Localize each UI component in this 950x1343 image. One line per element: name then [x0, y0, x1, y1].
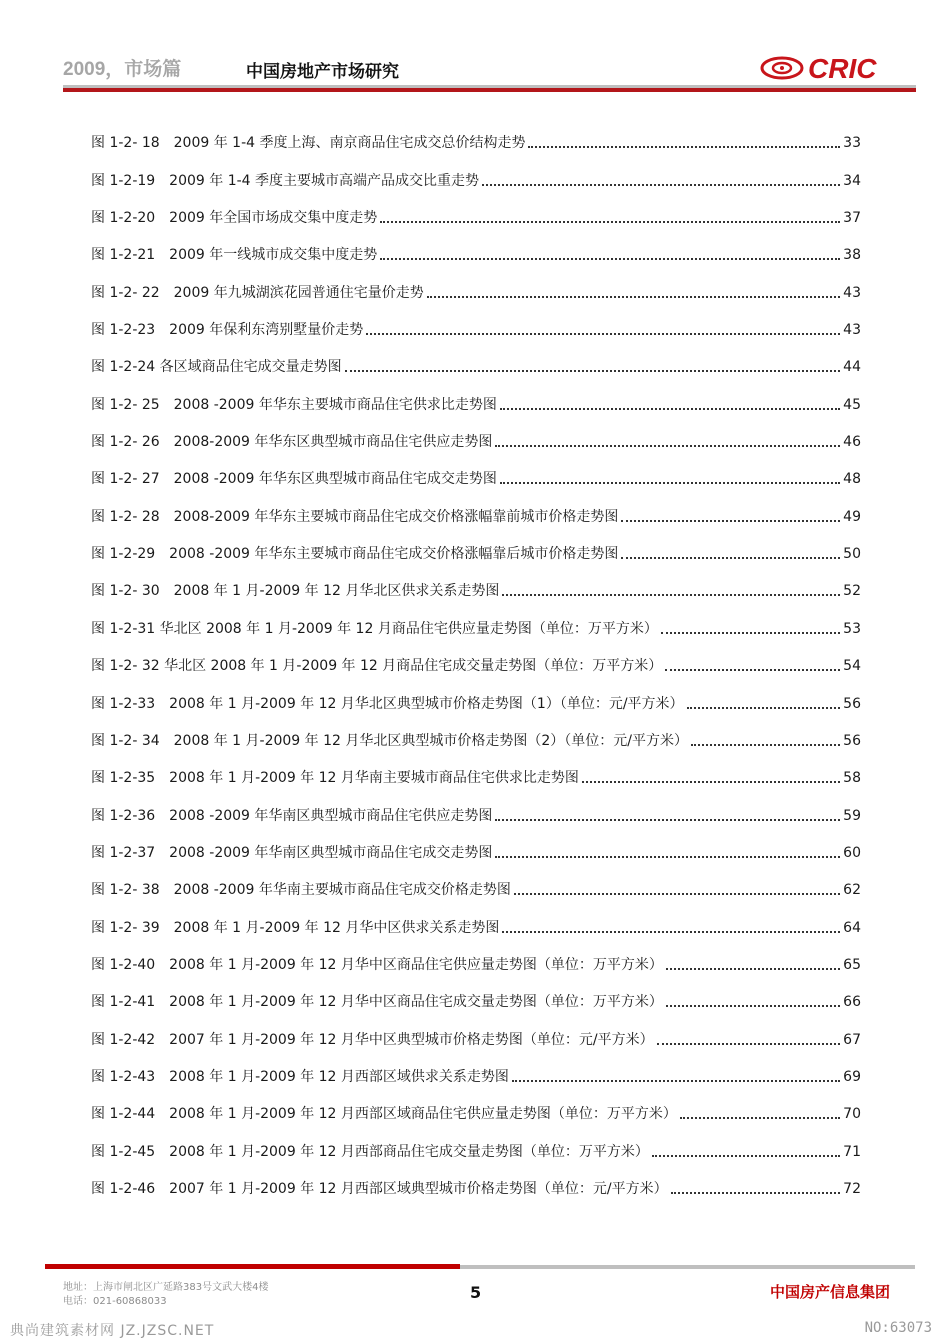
page-header — [0, 0, 950, 100]
toc-entry[interactable] — [91, 563, 861, 600]
toc-entry-page: 59 — [843, 807, 861, 824]
toc-entry[interactable] — [91, 862, 861, 899]
toc-entry-page: 62 — [843, 882, 861, 899]
toc-entry-label: 图 1-2-20 2009 年全国市场成交集中度走势 — [91, 210, 378, 227]
report-title: 中国房地产市场研究 — [246, 62, 399, 82]
toc-entry-page: 60 — [843, 844, 861, 861]
toc-entry-label: 图 1-2-19 2009 年 1-4 季度主要城市高端产品成交比重走势 — [91, 172, 480, 189]
toc-entry-page: 43 — [843, 322, 861, 339]
toc-entry-label: 图 1-2-41 2008 年 1 月-2009 年 12 月华中区商品住宅成交量走势图（单位：万平方米） — [91, 994, 663, 1011]
toc-leader-dots — [366, 333, 840, 335]
toc-entry[interactable] — [91, 600, 861, 637]
toc-leader-dots — [680, 1117, 840, 1119]
toc-entry[interactable] — [91, 787, 861, 824]
toc-entry-label: 图 1-2- 25 2008 -2009 年华东主要城市商品住宅供求比走势图 — [91, 396, 497, 413]
toc-entry-label: 图 1-2-24 各区域商品住宅成交量走势图 — [91, 359, 342, 376]
footer-contact — [63, 1281, 268, 1309]
toc-leader-dots — [482, 184, 840, 186]
toc-entry-page: 56 — [843, 732, 861, 749]
toc-entry-label: 图 1-2-37 2008 -2009 年华南区典型城市商品住宅成交走势图 — [91, 844, 493, 861]
toc-entry[interactable] — [91, 675, 861, 712]
toc-leader-dots — [666, 968, 840, 970]
toc-leader-dots — [621, 520, 840, 522]
logo-text: CRIC — [808, 53, 877, 84]
toc-entry[interactable] — [91, 488, 861, 525]
toc-entry-label: 图 1-2-43 2008 年 1 月-2009 年 12 月西部区域供求关系走势图 — [91, 1068, 509, 1085]
toc-entry[interactable] — [91, 974, 861, 1011]
toc-leader-dots — [502, 931, 840, 933]
toc-entry[interactable] — [91, 1011, 861, 1048]
toc-entry-label: 图 1-2-31 华北区 2008 年 1 月-2009 年 12 月商品住宅供应量走势图（单位：万平方米） — [91, 620, 658, 637]
toc-entry-page: 66 — [843, 994, 861, 1011]
toc-entry-page: 65 — [843, 956, 861, 973]
toc-leader-dots — [427, 296, 840, 298]
toc-leader-dots — [512, 1080, 840, 1082]
toc-entry[interactable] — [91, 376, 861, 413]
footer-rule-red — [45, 1264, 460, 1269]
toc-leader-dots — [652, 1155, 840, 1157]
toc-entry-label: 图 1-2-42 2007 年 1 月-2009 年 12 月华中区典型城市价格走势图（单位：元/平方米） — [91, 1031, 654, 1048]
toc-entry-label: 图 1-2-23 2009 年保利东湾别墅量价走势 — [91, 322, 364, 339]
toc-entry[interactable] — [91, 1123, 861, 1160]
toc-entry-label: 图 1-2- 39 2008 年 1 月-2009 年 12 月华中区供求关系走势图 — [91, 919, 500, 936]
toc-entry-page: 49 — [843, 508, 861, 525]
toc-entry-page: 54 — [843, 658, 861, 675]
toc-entry-label: 图 1-2- 34 2008 年 1 月-2009 年 12 月华北区典型城市价格走势图（2）（单位：元/平方米） — [91, 732, 688, 749]
toc-entry[interactable] — [91, 899, 861, 936]
toc-entry-label: 图 1-2-21 2009 年一线城市成交集中度走势 — [91, 247, 378, 264]
toc-entry-label: 图 1-2- 32 华北区 2008 年 1 月-2009 年 12 月商品住宅成交量走势图（单位：万平方米） — [91, 658, 663, 675]
header-rule-red — [63, 88, 916, 92]
toc-entry-page: 48 — [843, 471, 861, 488]
toc-leader-dots — [495, 856, 840, 858]
footer-rule-gray — [460, 1265, 915, 1269]
toc-entry-page: 37 — [843, 210, 861, 227]
cric-logo — [760, 50, 910, 86]
toc-leader-dots — [345, 370, 841, 372]
footer-address: 地址：上海市闸北区广延路383号文武大楼4楼 — [63, 1282, 269, 1293]
toc-entry[interactable] — [91, 451, 861, 488]
toc-entry-page: 70 — [843, 1106, 861, 1123]
watermark-site: 典尚建筑素材网 JZ.JZSC.NET — [10, 1323, 215, 1339]
toc-entry[interactable] — [91, 526, 861, 563]
toc-entry[interactable] — [91, 339, 861, 376]
toc-entry[interactable] — [91, 713, 861, 750]
toc-entry-page: 53 — [843, 620, 861, 637]
toc-entry[interactable] — [91, 302, 861, 339]
toc-entry-label: 图 1-2- 28 2008-2009 年华东主要城市商品住宅成交价格涨幅靠前城市价格走势图 — [91, 508, 619, 525]
toc-entry-label: 图 1-2- 22 2009 年九城湖滨花园普通住宅量价走势 — [91, 284, 424, 301]
toc-entry[interactable] — [91, 638, 861, 675]
toc-leader-dots — [691, 744, 840, 746]
toc-entry-page: 50 — [843, 546, 861, 563]
footer-phone: 电话：021-60868033 — [63, 1296, 167, 1307]
toc-leader-dots — [665, 669, 840, 671]
toc-entry-page: 56 — [843, 695, 861, 712]
toc-entry-page: 45 — [843, 396, 861, 413]
figure-index-list — [91, 115, 861, 1198]
toc-entry[interactable] — [91, 1086, 861, 1123]
toc-entry-label: 图 1-2- 18 2009 年 1-4 季度上海、南京商品住宅成交总价结构走势 — [91, 135, 526, 152]
toc-entry[interactable] — [91, 1161, 861, 1198]
section-label: 2009，市场篇 — [63, 59, 182, 80]
toc-entry-page: 34 — [843, 172, 861, 189]
toc-entry-page: 71 — [843, 1143, 861, 1160]
toc-entry[interactable] — [91, 264, 861, 301]
toc-leader-dots — [666, 1005, 840, 1007]
toc-entry-page: 69 — [843, 1068, 861, 1085]
toc-leader-dots — [495, 445, 840, 447]
page-number: 5 — [470, 1283, 482, 1302]
toc-entry-page: 38 — [843, 247, 861, 264]
toc-entry-label: 图 1-2-46 2007 年 1 月-2009 年 12 月西部区域典型城市价格走势图（单位：元/平方米） — [91, 1180, 668, 1197]
toc-leader-dots — [582, 781, 840, 783]
toc-leader-dots — [495, 819, 840, 821]
toc-entry-page: 64 — [843, 919, 861, 936]
toc-entry-label: 图 1-2-33 2008 年 1 月-2009 年 12 月华北区典型城市价格走势图（1）（单位：元/平方米） — [91, 695, 684, 712]
toc-entry-page: 44 — [843, 359, 861, 376]
toc-entry-label: 图 1-2-35 2008 年 1 月-2009 年 12 月华南主要城市商品住宅供求比走势图 — [91, 770, 579, 787]
toc-leader-dots — [657, 1043, 841, 1045]
toc-entry-label: 图 1-2- 30 2008 年 1 月-2009 年 12 月华北区供求关系走势图 — [91, 583, 500, 600]
toc-entry-page: 58 — [843, 770, 861, 787]
toc-entry[interactable] — [91, 190, 861, 227]
toc-entry-label: 图 1-2-45 2008 年 1 月-2009 年 12 月西部商品住宅成交量走势图（单位：万平方米） — [91, 1143, 649, 1160]
toc-entry[interactable] — [91, 152, 861, 189]
toc-entry[interactable] — [91, 115, 861, 152]
toc-leader-dots — [500, 408, 840, 410]
toc-entry[interactable] — [91, 227, 861, 264]
toc-leader-dots — [528, 146, 840, 148]
cric-logo-icon — [760, 50, 910, 86]
watermark-id: NO:63073 — [864, 1320, 932, 1336]
toc-leader-dots — [502, 594, 840, 596]
toc-leader-dots — [621, 557, 840, 559]
toc-entry[interactable] — [91, 937, 861, 974]
toc-leader-dots — [661, 632, 840, 634]
toc-entry-label: 图 1-2-29 2008 -2009 年华东主要城市商品住宅成交价格涨幅靠后城市价格走势图 — [91, 546, 619, 563]
toc-entry-label: 图 1-2- 26 2008-2009 年华东区典型城市商品住宅供应走势图 — [91, 434, 493, 451]
toc-entry-label: 图 1-2-36 2008 -2009 年华南区典型城市商品住宅供应走势图 — [91, 807, 493, 824]
toc-entry[interactable] — [91, 1049, 861, 1086]
toc-entry-page: 46 — [843, 434, 861, 451]
toc-entry-label: 图 1-2- 38 2008 -2009 年华南主要城市商品住宅成交价格走势图 — [91, 882, 511, 899]
toc-entry-label: 图 1-2-44 2008 年 1 月-2009 年 12 月西部区域商品住宅供应量走势图（单位：万平方米） — [91, 1106, 677, 1123]
toc-entry-page: 43 — [843, 284, 861, 301]
toc-entry-page: 33 — [843, 135, 861, 152]
toc-leader-dots — [514, 893, 840, 895]
toc-entry-page: 72 — [843, 1180, 861, 1197]
footer-group-name: 中国房产信息集团 — [770, 1283, 891, 1301]
toc-entry[interactable] — [91, 825, 861, 862]
toc-entry-page: 67 — [843, 1031, 861, 1048]
toc-entry[interactable] — [91, 750, 861, 787]
toc-leader-dots — [500, 482, 840, 484]
toc-leader-dots — [380, 258, 840, 260]
toc-leader-dots — [380, 221, 840, 223]
toc-entry[interactable] — [91, 414, 861, 451]
toc-leader-dots — [687, 707, 841, 709]
toc-leader-dots — [671, 1192, 841, 1194]
toc-entry-label: 图 1-2-40 2008 年 1 月-2009 年 12 月华中区商品住宅供应量走势图（单位：万平方米） — [91, 956, 663, 973]
toc-entry-label: 图 1-2- 27 2008 -2009 年华东区典型城市商品住宅成交走势图 — [91, 471, 497, 488]
toc-entry-page: 52 — [843, 583, 861, 600]
